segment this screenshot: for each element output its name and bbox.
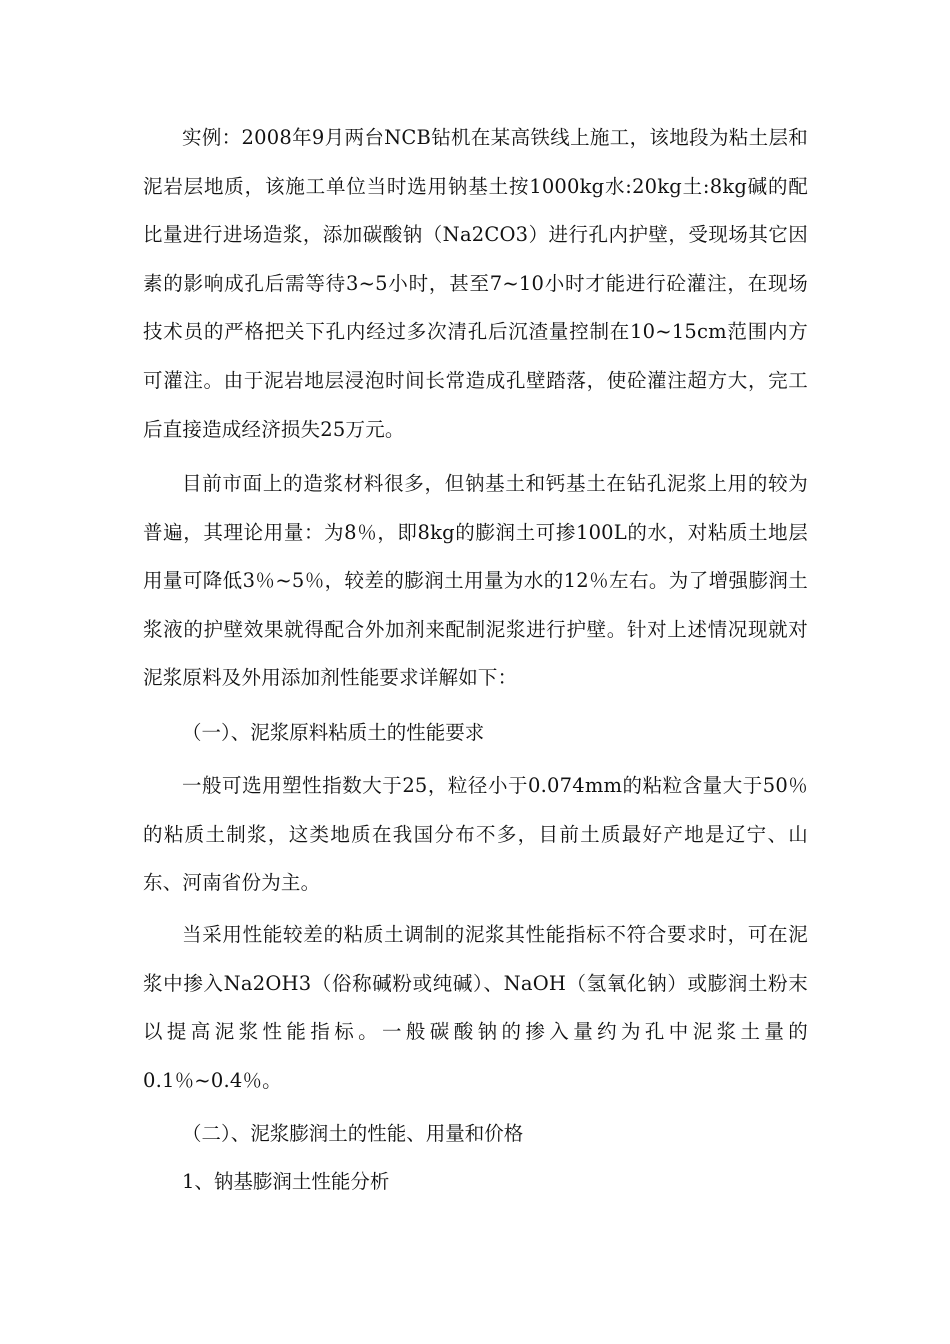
paragraph-clay-requirements: 一般可选用塑性指数大于25，粒径小于0.074mm的粘粒含量大于50％的粘质土制浆，这类地质在我国分布不多，目前土质最好产地是辽宁、山东、河南省份为主。 [143,774,808,895]
subsection-heading-1: 1、钠基膨润土性能分析 [182,1170,390,1193]
paragraph-materials: 目前市面上的造浆材料很多，但钠基土和钙基土在钻孔泥浆上用的较为普遍，其理论用量：为8％，即8kg的膨润土可掺100L的水，对粘质土地层用量可降低3％~5％，较差的膨润土用量为水的12％左右。为了增强膨润土浆液的护壁效果就得配合外加剂来配制泥浆进行护壁。针对上述情况现就对泥浆原料及外用添加剂性能要求详解如下： [143,472,808,690]
section-heading-1: （一）、泥浆原料粘质土的性能要求 [182,721,485,744]
section-heading-2: （二）、泥浆膨润土的性能、用量和价格 [182,1122,524,1145]
paragraph-additives: 当采用性能较差的粘质土调制的泥浆其性能指标不符合要求时，可在泥浆中掺入Na2OH3（俗称碱粉或纯碱）、NaOH（氢氧化钠）或膨润土粉末以提高泥浆性能指标。一般碳酸钠的掺入量约为孔中泥浆土量的0.1％~0.4％。 [143,923,808,1092]
paragraph-example: 实例：2008年9月两台NCB钻机在某高铁线上施工，该地段为粘土层和泥岩层地质，该施工单位当时选用钠基土按1000kg水:20kg土:8kg碱的配比量进行进场造浆，添加碳酸钠（Na2CO3）进行孔内护壁，受现场其它因素的影响成孔后需等待3~5小时，甚至7~10小时才能进行砼灌注，在现场技术员的严格把关下孔内经过多次清孔后沉渣量控制在10~15cm范围内方可灌注。由于泥岩地层浸泡时间长常造成孔壁踏落，使砼灌注超方大，完工后直接造成经济损失25万元。 [143,126,808,441]
